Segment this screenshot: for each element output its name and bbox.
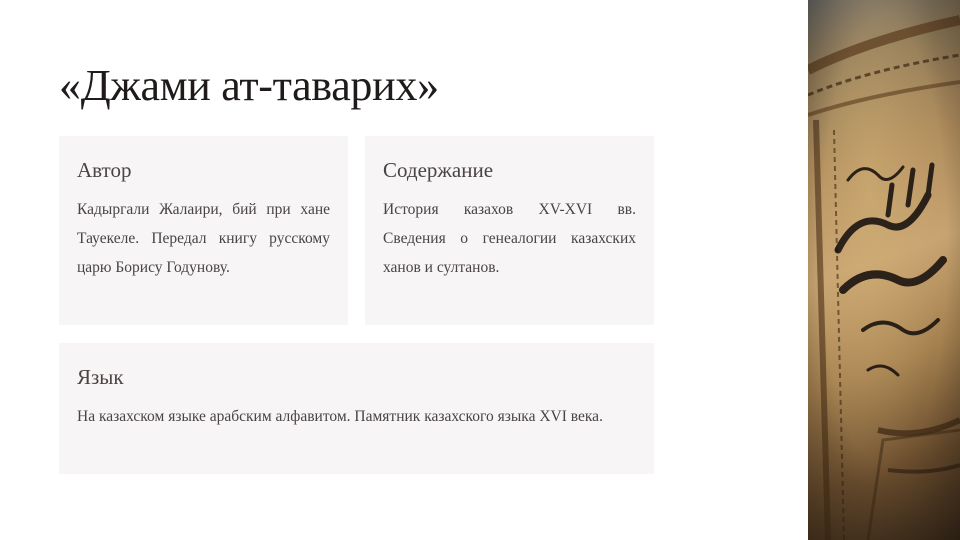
slide-title: «Джами ат-таварих»: [59, 61, 439, 110]
manuscript-illustration: [808, 0, 960, 540]
author-card-heading: Автор: [77, 158, 132, 182]
content-card-text: История казахов XV-XVI вв. Сведения о генеалогии казахских ханов и султанов.: [383, 201, 636, 276]
content-card: [365, 136, 654, 325]
language-card-heading: Язык: [77, 365, 124, 389]
language-card: [59, 343, 654, 474]
author-card: [59, 136, 348, 325]
manuscript-book-photo: [808, 0, 960, 540]
language-card-text: На казахском языке арабским алфавитом. Памятник казахского языка XVI века.: [77, 408, 603, 425]
author-card-text: Кадыргали Жалаири, бий при хане Тауекеле. Передал книгу русскому царю Борису Годунову.: [77, 201, 330, 276]
content-card-heading: Содержание: [383, 158, 494, 182]
